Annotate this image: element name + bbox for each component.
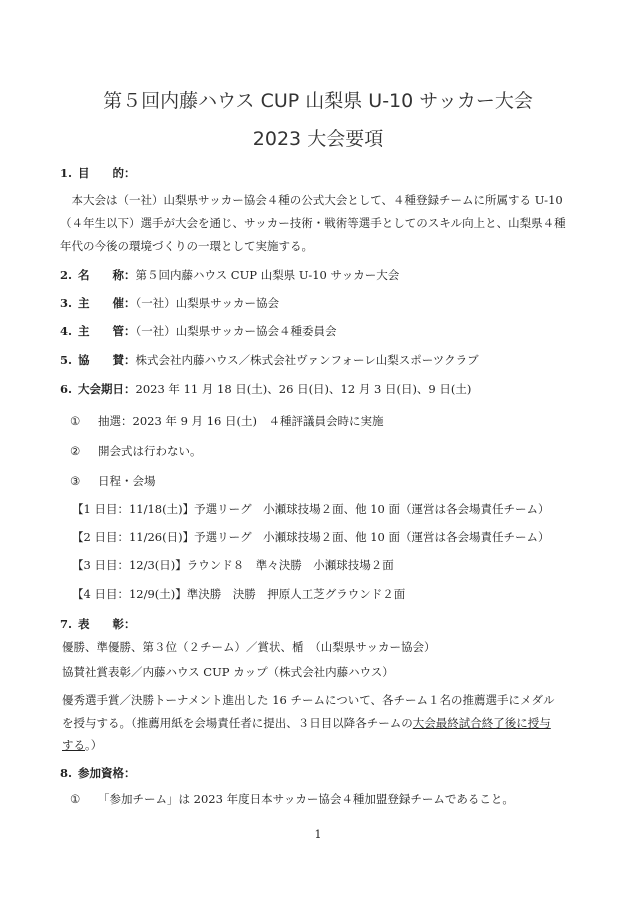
- page-number: 1: [314, 828, 322, 841]
- schedule-row: 【2 日目：11/26(日)】予選リーグ 小瀬球技場２面、他 10 面（運営は各会場責任チーム）: [72, 530, 550, 544]
- section-number: 8.: [60, 766, 73, 780]
- item-text: 日程・会場: [98, 474, 156, 488]
- awards-line: 優勝、準優勝、第３位（２チーム）／賞状、楯 （山梨県サッカー協会）: [62, 640, 436, 654]
- item-mark: ②: [70, 444, 81, 458]
- awards-underlined-text: する: [62, 738, 85, 752]
- item-text: 抽選：2023 年 9 月 16 日(土) ４種評議員会時に実施: [98, 414, 384, 428]
- schedule-row: 【4 日目：12/9(土)】準決勝 決勝 押原人工芝グラウンド２面: [72, 587, 406, 601]
- dates-item: [70, 444, 202, 458]
- awards-line: 協賛社賞表彰／内藤ハウス CUP カップ（株式会社内藤ハウス）: [62, 665, 394, 679]
- eligibility-item: [70, 792, 514, 806]
- section-number: 4.: [60, 324, 73, 338]
- item-mark: ①: [70, 414, 81, 428]
- section-label: 主 催：: [78, 296, 136, 310]
- section-text: 2023 年 11 月 18 日(土)、26 日(日)、12 月 3 日(日)、9 日(土): [135, 382, 472, 396]
- section-label: 協 賛：: [78, 353, 136, 367]
- section-number: 2.: [60, 268, 73, 282]
- purpose-text-line: （４年生以下）選手が大会を通じ、サッカー技術・戦術等選手としてのスキル向上と、山梨県４種: [60, 216, 566, 230]
- item-mark: ①: [70, 792, 81, 806]
- section-label: 名 称：: [78, 268, 136, 282]
- section-number: 3.: [60, 296, 73, 310]
- awards-line: 優秀選手賞／決勝トーナメント進出した 16 チームについて、各チーム１名の推薦選手にメダル: [62, 693, 555, 707]
- purpose-text-line: 本大会は（一社）山梨県サッカー協会４種の公式大会として、４種登録チームに所属する U-10: [60, 193, 563, 207]
- awards-text: 。）: [85, 738, 103, 752]
- item-text: 「参加チーム」は 2023 年度日本サッカー協会４種加盟登録チームであること。: [98, 792, 514, 806]
- awards-underlined-text: 大会最終試合終了後に授与: [412, 716, 551, 730]
- document-subtitle: 2023 大会要項: [252, 128, 384, 150]
- section-text: 第５回内藤ハウス CUP 山梨県 U-10 サッカー大会: [135, 268, 400, 282]
- dates-item: [70, 414, 383, 428]
- section-name: [60, 268, 399, 282]
- item-mark: ③: [70, 474, 81, 488]
- section-label: 参加資格：: [78, 766, 136, 780]
- awards-line: [62, 716, 551, 730]
- section-number: 6.: [60, 382, 73, 396]
- section-eligibility-heading: [60, 766, 136, 780]
- item-text: 開会式は行わない。: [98, 444, 202, 458]
- awards-text: を授与する。（推薦用紙を会場責任者に提出、３日目以降各チームの: [62, 716, 413, 730]
- section-management: [60, 324, 337, 338]
- section-purpose-heading: [60, 166, 136, 180]
- document-title: 第５回内藤ハウス CUP 山梨県 U-10 サッカー大会: [103, 90, 533, 112]
- section-awards-heading: [60, 617, 136, 631]
- section-host: [60, 296, 279, 310]
- schedule-row: 【1 日目：11/18(土)】予選リーグ 小瀬球技場２面、他 10 面（運営は各会場責任チーム）: [72, 502, 550, 516]
- purpose-text-line: 年代の今後の環境づくりの一環として実施する。: [60, 239, 313, 253]
- section-sponsor: [60, 353, 479, 367]
- section-text: （一社）山梨県サッカー協会: [135, 296, 280, 310]
- awards-line: [62, 738, 102, 752]
- section-label: 大会期日：: [78, 382, 136, 396]
- schedule-row: 【3 日目：12/3(日)】ラウンド８ 準々決勝 小瀬球技場２面: [72, 558, 394, 572]
- section-dates: [60, 382, 471, 396]
- section-number: 5.: [60, 353, 73, 367]
- dates-item: [70, 474, 156, 488]
- section-text: 株式会社内藤ハウス／株式会社ヴァンフォーレ山梨スポーツクラブ: [135, 353, 479, 367]
- section-number: 1.: [60, 166, 73, 180]
- section-label: 主 管：: [78, 324, 136, 338]
- section-text: （一社）山梨県サッカー協会４種委員会: [135, 324, 337, 338]
- section-label: 表 彰：: [78, 617, 136, 631]
- section-label: 目 的：: [78, 166, 136, 180]
- section-number: 7.: [60, 617, 73, 631]
